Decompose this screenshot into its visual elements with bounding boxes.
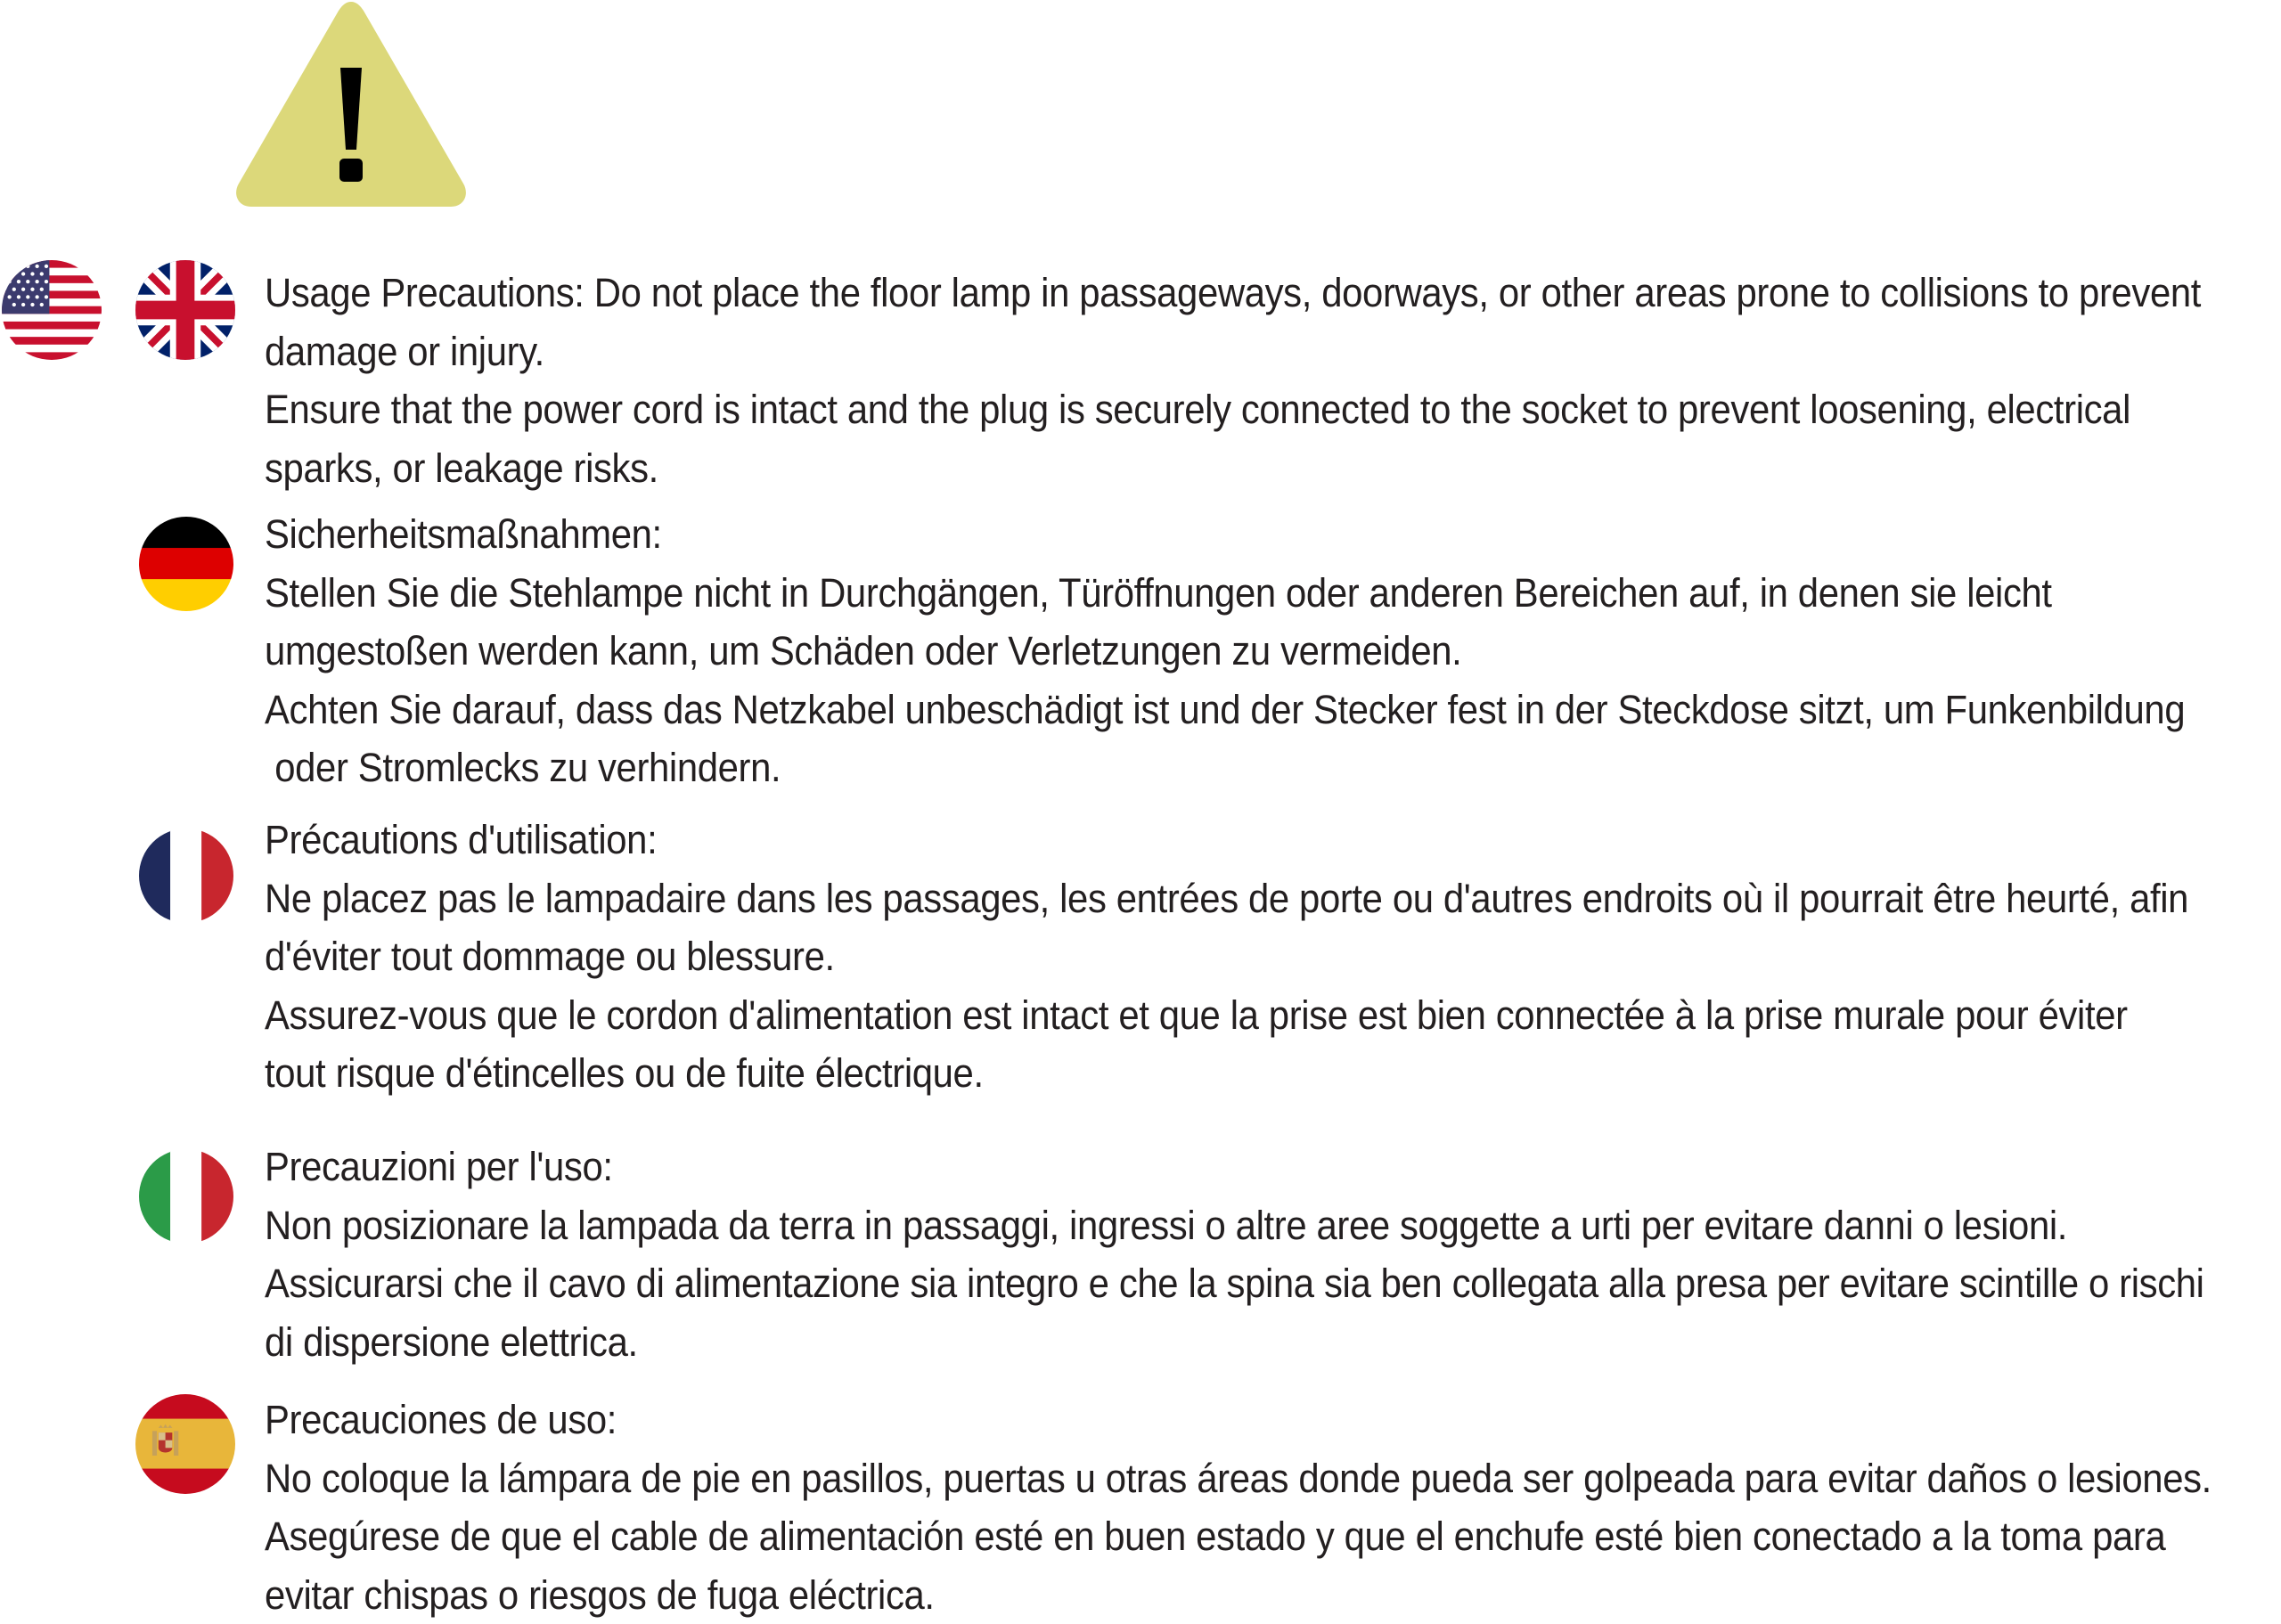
text-line: No coloque la lámpara de pie en pasillos, puertas u otras áreas donde pueda ser golpeada para evitar daños o lesiones. <box>265 1449 2195 1508</box>
text-line: umgestoßen werden kann, um Schäden oder Verletzungen zu vermeiden. <box>265 622 2195 681</box>
text-line: damage or injury. <box>265 322 2195 381</box>
text-line: Non posizionare la lampada da terra in passaggi, ingressi o altre aree soggette a urti per evitare danni o lesioni. <box>265 1196 2195 1255</box>
text-line: Precauzioni per l'uso: <box>265 1138 2195 1196</box>
text-line: d'éviter tout dommage ou blessure. <box>265 927 2195 986</box>
text-line: Precauciones de uso: <box>265 1391 2195 1449</box>
france-flag-icon <box>139 828 233 923</box>
text-line: Ensure that the power cord is intact and the plug is securely connected to the socket to prevent loosening, electrical <box>265 380 2195 439</box>
text-line: di dispersione elettrica. <box>265 1313 2195 1372</box>
text-line: Sicherheitsmaßnahmen: <box>265 505 2195 564</box>
warning-triangle-icon <box>233 0 469 208</box>
text-line: tout risque d'étincelles ou de fuite électrique. <box>265 1044 2195 1103</box>
text-line: Stellen Sie die Stehlampe nicht in Durchgängen, Türöffnungen oder anderen Bereichen auf, in denen sie leicht <box>265 564 2195 623</box>
section-de <box>265 505 2195 797</box>
italy-flag-icon <box>139 1149 233 1244</box>
text-line: Précautions d'utilisation: <box>265 811 2195 869</box>
text-line: evitar chispas o riesgos de fuga eléctrica. <box>265 1566 2195 1624</box>
uk-flag-icon <box>135 260 235 360</box>
germany-flag-icon <box>139 517 233 611</box>
text-line: Assurez-vous que le cordon d'alimentation est intact et que la prise est bien connectée à la prise murale pour éviter <box>265 986 2195 1045</box>
section-fr <box>265 811 2195 1103</box>
text-line: Asegúrese de que el cable de alimentación esté en buen estado y que el enchufe esté bien conectado a la toma para <box>265 1507 2195 1566</box>
section-es <box>265 1391 2195 1624</box>
us-flag-icon <box>2 260 102 360</box>
text-line: sparks, or leakage risks. <box>265 439 2195 498</box>
text-line: Usage Precautions: Do not place the floor lamp in passageways, doorways, or other areas prone to collisions to prevent <box>265 264 2195 322</box>
text-line: Ne placez pas le lampadaire dans les passages, les entrées de porte ou d'autres endroits où il pourrait être heurté, afin <box>265 869 2195 928</box>
section-it <box>265 1138 2195 1371</box>
spain-flag-icon <box>135 1394 235 1494</box>
text-line: Achten Sie darauf, dass das Netzkabel unbeschädigt ist und der Stecker fest in der Steckdose sitzt, um Funkenbildung <box>265 681 2195 739</box>
text-line: Assicurarsi che il cavo di alimentazione sia integro e che la spina sia ben collegata alla presa per evitare scintille o rischi <box>265 1254 2195 1313</box>
text-line: oder Stromlecks zu verhindern. <box>265 739 2195 797</box>
section-en <box>265 264 2195 497</box>
